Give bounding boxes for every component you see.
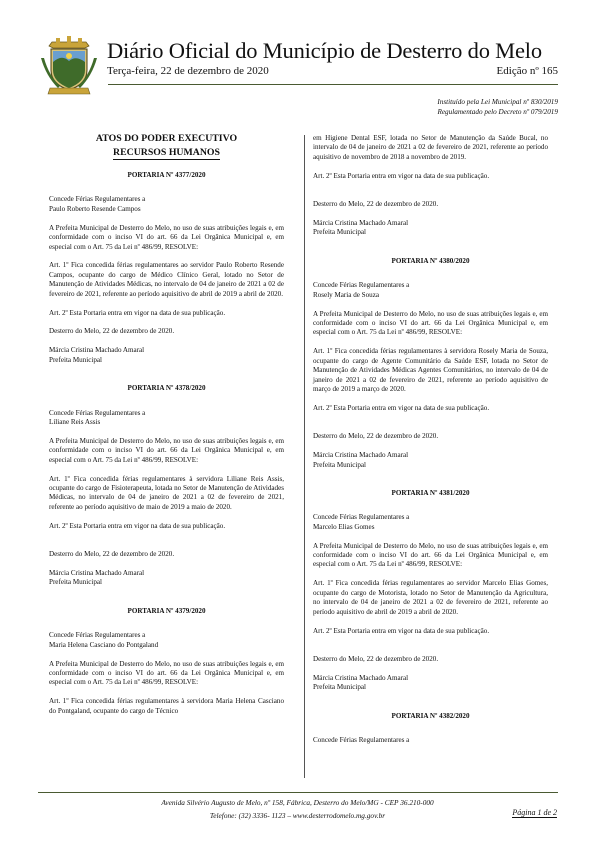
portaria-article-2: Art. 2º Esta Portaria entra em vigor na data de sua publicação. bbox=[49, 521, 226, 530]
signatory-role: Prefeita Municipal bbox=[313, 683, 366, 692]
portaria-title: PORTARIA Nº 4379/2020 bbox=[127, 606, 206, 615]
section-title: ATOS DO PODER EXECUTIVO bbox=[95, 133, 238, 144]
page-number: Página 1 de 2 bbox=[512, 808, 557, 817]
portaria-place-date: Desterro do Melo, 22 de dezembro de 2020. bbox=[313, 654, 439, 663]
portaria-preamble: A Prefeita Municipal de Desterro do Melo, no uso de suas atribuições legais e, em conformidade com o inciso VI do art. 66 da Lei Orgânica Municipal e, em especial com o Art. 75 da Lei nº 486/99, RESOLVE: bbox=[49, 223, 284, 251]
portaria-beneficiary: Liliane Reis Assis bbox=[49, 418, 101, 426]
portaria-subject: Concede Férias Regulamentares a bbox=[313, 281, 410, 290]
portaria-beneficiary: Rosely Maria de Souza bbox=[313, 290, 379, 299]
portaria-article-2: Art. 2º Esta Portaria entra em vigor na data de sua publicação. bbox=[313, 403, 490, 412]
column-divider bbox=[304, 135, 305, 778]
edition-number: Edição nº 165 bbox=[496, 65, 558, 77]
portaria-beneficiary: Paulo Roberto Resende Campos bbox=[49, 204, 141, 213]
signatory-role: Prefeita Municipal bbox=[49, 578, 102, 587]
portaria-place-date: Desterro do Melo, 22 de dezembro de 2020. bbox=[313, 432, 439, 441]
portaria-article-1: Art. 1º Fica concedida férias regulamentares ao servidor Paulo Roberto Resende Campos, ocupante do cargo de Médico Clínico Geral, lotado no Setor de Manutenção de Atividades Médicas, no intervalo de 04 de janeiro de 2021 a 02 de fevereiro de 2021, referente ao período aquisitivo de abril de 2019 a abril de 2020. bbox=[49, 261, 284, 298]
portaria-place-date: Desterro do Melo, 22 de dezembro de 2020. bbox=[313, 200, 439, 209]
portaria-article-2: Art. 2º Esta Portaria entra em vigor na data de sua publicação. bbox=[49, 308, 226, 317]
portaria-title: PORTARIA Nº 4378/2020 bbox=[127, 384, 206, 393]
portaria-title: PORTARIA Nº 4377/2020 bbox=[127, 171, 206, 179]
portaria-article-1: Art. 1º Fica concedida férias regulamentares à servidora Liliane Reis Assis, ocupante do cargo de Fisioterapeuta, lotada no Setor de Manutenção de Atividades Médicas, no intervalo de 04 de janeiro de 2021 a 02 de fevereiro de 2021, referente ao período aquisitivo de maio de 2019 a maio de 2020. bbox=[49, 474, 284, 511]
portaria-subject: Concede Férias Regulamentares a bbox=[49, 631, 146, 640]
header-rule bbox=[108, 84, 558, 85]
institution-decree: Regulamentado pelo Decreto nº 079/2019 bbox=[437, 108, 558, 116]
section-subtitle: RECURSOS HUMANOS bbox=[113, 146, 220, 158]
signatory-name: Márcia Cristina Machado Amaral bbox=[49, 346, 145, 355]
portaria-article-1: Art. 1º Fica concedida férias regulamentares à servidora Maria Helena Casciano do Pontgaland, ocupante do cargo de Técnico bbox=[49, 697, 284, 715]
portaria-preamble: A Prefeita Municipal de Desterro do Melo, no uso de suas atribuições legais e, em conformidade com o inciso VI do art. 66 da Lei Orgânica Municipal e, em especial com o Art. 75 da Lei nº 486/99, RESOLVE: bbox=[49, 659, 284, 687]
signatory-role: Prefeita Municipal bbox=[313, 460, 366, 469]
publication-date: Terça-feira, 22 de dezembro de 2020 bbox=[107, 65, 269, 77]
section-heading bbox=[49, 132, 284, 159]
portaria-preamble: A Prefeita Municipal de Desterro do Melo, no uso de suas atribuições legais e, em conformidade com o inciso VI do art. 66 da Lei Orgânica Municipal e, em especial com o Art. 75 da Lei nº 486/99, RESOLVE: bbox=[313, 309, 548, 337]
footer-contact: Telefone: (32) 3336- 1123 – www.desterrodomelo.mg.gov.br bbox=[209, 811, 386, 820]
portaria-preamble: A Prefeita Municipal de Desterro do Melo, no uso de suas atribuições legais e, em conformidade com o inciso VI do art. 66 da Lei Orgânica Municipal e, em especial com o Art. 75 da Lei nº 486/99, RESOLVE: bbox=[49, 436, 284, 464]
portaria-beneficiary: Maria Helena Casciano do Pontgaland bbox=[49, 640, 159, 649]
signatory-name: Márcia Cristina Machado Amaral bbox=[313, 673, 409, 682]
portaria-subject: Concede Férias Regulamentares a bbox=[49, 195, 146, 204]
page-header bbox=[38, 36, 558, 96]
portaria-place-date: Desterro do Melo, 22 de dezembro de 2020. bbox=[49, 327, 175, 336]
footer-rule bbox=[38, 792, 558, 793]
portaria-subject: Concede Férias Regulamentares a bbox=[313, 513, 410, 522]
portaria-article-1-continued: em Higiene Dental ESF, lotada no Setor de Manutenção da Saúde Bucal, no intervalo de 04 de janeiro de 2021 a 02 de fevereiro de 2021, referente ao período aquisitivo de novembro de 2018 a novembro de 2019. bbox=[313, 134, 548, 161]
signatory-role: Prefeita Municipal bbox=[49, 355, 102, 364]
coat-of-arms-icon bbox=[38, 36, 100, 98]
signatory-name: Márcia Cristina Machado Amaral bbox=[49, 569, 145, 578]
institution-law: Instituído pela Lei Municipal nº 830/2019 bbox=[437, 98, 558, 106]
portaria-title: PORTARIA Nº 4382/2020 bbox=[391, 711, 470, 720]
portaria-article-2: Art. 2º Esta Portaria entra em vigor na data de sua publicação. bbox=[313, 626, 490, 635]
portaria-article-1: Art. 1º Fica concedida férias regulamentares à servidora Rosely Maria de Souza, ocupante do cargo de Agente Comunitário da Saúde ESF, lotada no Setor de Manutenção de Atividades Médicas Agentes Comunitários, no intervalo de 04 de janeiro de 2021 a 02 de fevereiro de 2021, referente ao período aquisitivo de março de 2019 a março de 2020. bbox=[313, 347, 548, 393]
left-column bbox=[49, 132, 284, 726]
portaria-article-2: Art. 2º Esta Portaria entra em vigor na data de sua publicação. bbox=[313, 171, 490, 180]
portaria-beneficiary: Marcelo Elias Gomes bbox=[313, 522, 375, 531]
right-column bbox=[313, 134, 548, 745]
signatory-name: Márcia Cristina Machado Amaral bbox=[313, 219, 409, 228]
footer-address: Avenida Silvério Augusto de Melo, nº 158, Fábrica, Desterro do Melo/MG - CEP 36.210-000 bbox=[161, 798, 434, 807]
signatory-role: Prefeita Municipal bbox=[313, 228, 366, 237]
signatory-name: Márcia Cristina Machado Amaral bbox=[313, 451, 409, 460]
portaria-title: PORTARIA Nº 4381/2020 bbox=[391, 488, 470, 497]
portaria-subject: Concede Férias Regulamentares a bbox=[49, 408, 146, 417]
newspaper-title: Diário Oficial do Município de Desterro do Melo bbox=[107, 38, 542, 63]
portaria-article-1: Art. 1º Fica concedida férias regulamentares ao servidor Marcelo Elias Gomes, ocupante do cargo de Motorista, lotado no Setor de Manutenção da Agricultura, no intervalo de 04 de janeiro de 2021 a 02 de fevereiro de 2021, referente ao período aquisitivo de abril de 2019 a abril de 2020. bbox=[313, 579, 548, 616]
portaria-title: PORTARIA Nº 4380/2020 bbox=[391, 256, 470, 265]
portaria-place-date: Desterro do Melo, 22 de dezembro de 2020. bbox=[49, 550, 175, 559]
portaria-subject: Concede Férias Regulamentares a bbox=[313, 736, 410, 745]
portaria-preamble: A Prefeita Municipal de Desterro do Melo, no uso de suas atribuições legais e, em conformidade com o inciso VI do art. 66 da Lei Orgânica Municipal e, em especial com o Art. 75 da Lei nº 486/99, RESOLVE: bbox=[313, 541, 548, 569]
